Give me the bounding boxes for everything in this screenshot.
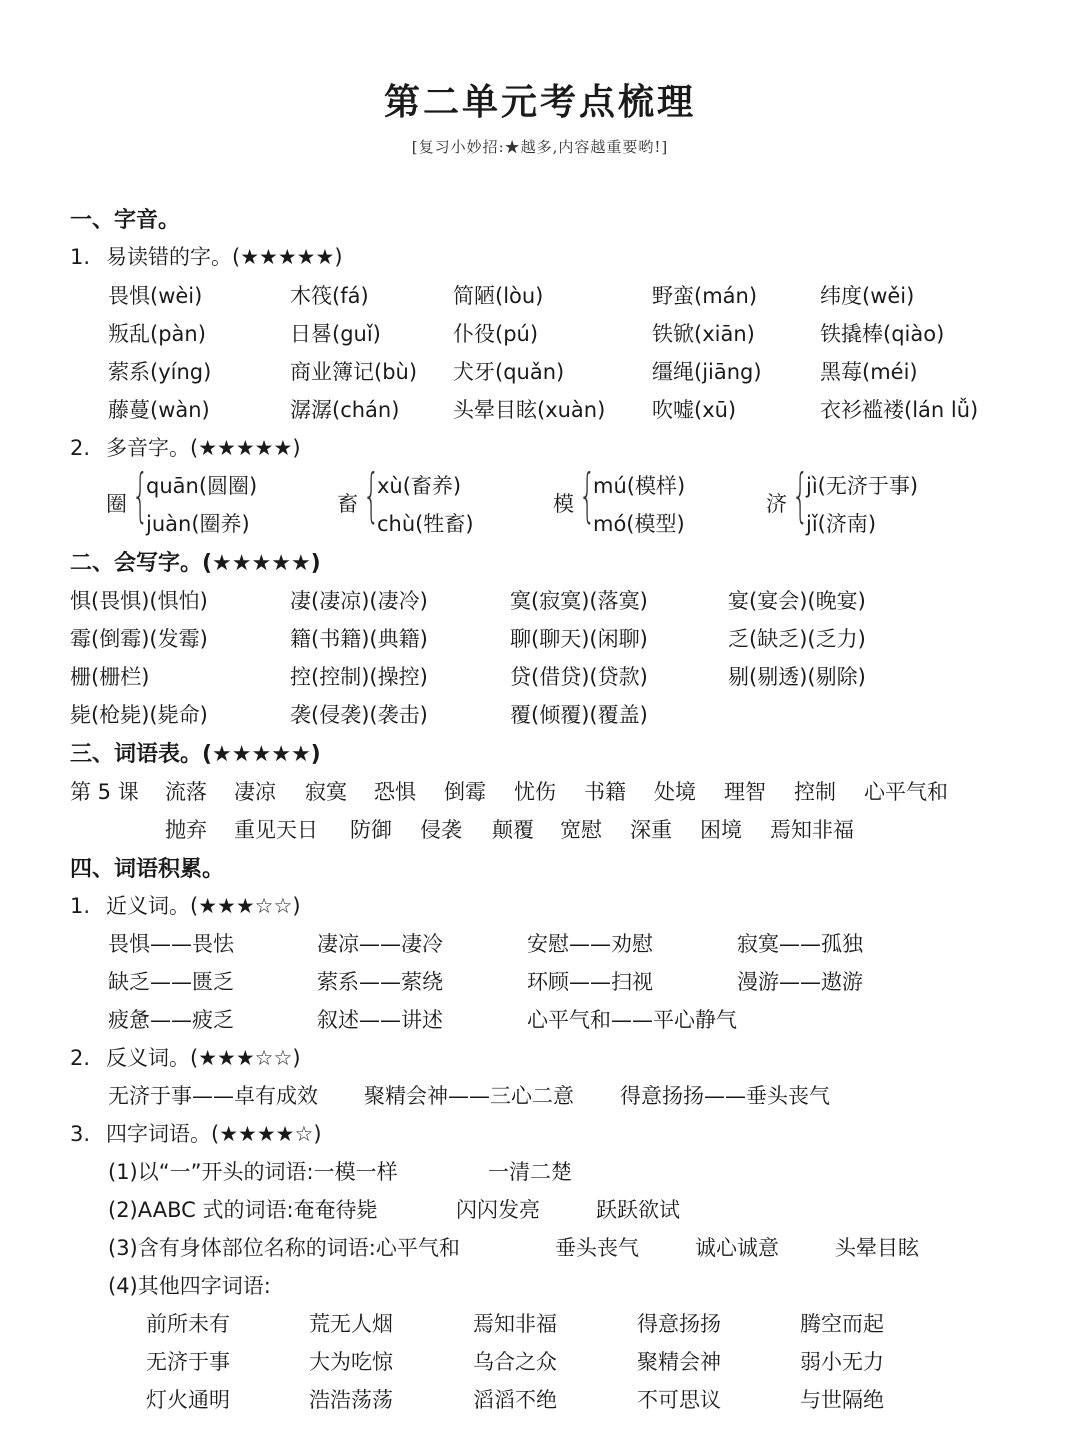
idiom: 得意扬扬: [637, 1312, 721, 1336]
four-char-item: (1)以“一”开头的词语:一模一样: [108, 1160, 398, 1184]
writing-item: 贷(借贷)(贷款): [510, 665, 648, 689]
polyphone-reading-2: mó(模型): [593, 512, 685, 536]
subsection-four-char: [70, 1118, 322, 1148]
vocab-word: 防御: [350, 818, 392, 842]
pinyin-item: 简陋(lòu): [453, 284, 544, 308]
vocab-word: 深重: [630, 818, 672, 842]
pinyin-row-1: [0, 280, 1080, 316]
polyphone-reading-1: jì(无济于事): [806, 474, 919, 498]
idiom: 大为吃惊: [309, 1350, 393, 1374]
writing-item: 毙(枪毙)(毙命): [70, 703, 208, 727]
pinyin-item: 铁锨(xiān): [652, 322, 755, 346]
vocab-word: 恐惧: [374, 780, 416, 804]
antonym-row: [0, 1080, 1080, 1116]
writing-item: 籍(书籍)(典籍): [290, 627, 428, 651]
idiom: 腾空而起: [800, 1312, 884, 1336]
vocab-word: 理智: [724, 780, 766, 804]
brace-icon: {: [792, 461, 809, 529]
pinyin-item: 缰绳(jiāng): [652, 360, 762, 384]
four-char-item: (2)AABC 式的词语:奄奄待毙: [108, 1198, 378, 1222]
pinyin-item: 日晷(guǐ): [290, 322, 381, 346]
page-title: 第二单元考点梳理: [383, 81, 696, 123]
vocab-word: 凄凉: [234, 780, 276, 804]
synonym-pair: 叙述——讲述: [317, 1008, 443, 1032]
pinyin-item: 犬牙(quǎn): [453, 360, 565, 384]
pinyin-item: 黑莓(méi): [820, 360, 918, 384]
synonym-pair: 畏惧——畏怯: [108, 932, 234, 956]
vocab-word: 抛弃: [165, 818, 207, 842]
antonym-pair: 无济于事——卓有成效: [108, 1084, 318, 1108]
section-heading-pronunciation: 一、字音。: [70, 208, 181, 233]
synonym-pair: 寂寞——孤独: [737, 932, 863, 956]
vocab-word: 心平气和: [864, 780, 948, 804]
synonym-pair: 缺乏——匮乏: [108, 970, 234, 994]
subsection-label: 四字词语。(★★★★☆): [106, 1122, 322, 1146]
idiom: 前所未有: [146, 1312, 230, 1336]
vocab-word: 寂寞: [305, 780, 347, 804]
idiom: 滔滔不绝: [473, 1388, 557, 1412]
synonym-pair: 凄凉——凄冷: [317, 932, 443, 956]
pinyin-item: 铁撬棒(qiào): [820, 322, 945, 346]
pinyin-row-3: [0, 356, 1080, 392]
page-subtitle: [复习小妙招:★越多,内容越重要哟!]: [411, 138, 669, 156]
writing-item: 聊(聊天)(闲聊): [510, 627, 648, 651]
subsection-label: 反义词。(★★★☆☆): [106, 1046, 301, 1070]
subsection-antonyms: [70, 1042, 301, 1072]
vocab-word: 书籍: [584, 780, 626, 804]
vocab-word: 处境: [654, 780, 696, 804]
pinyin-item: 衣衫褴褛(lán lǚ): [820, 398, 979, 422]
idiom: 不可思议: [637, 1388, 721, 1412]
idiom: 与世隔绝: [800, 1388, 884, 1412]
subsection-label: 易读错的字。(★★★★★): [106, 245, 343, 269]
brace-icon: {: [132, 461, 149, 529]
pinyin-item: 藤蔓(wàn): [108, 398, 210, 422]
subsection-number: 3.: [70, 1122, 91, 1146]
subsection-number: 2.: [70, 1046, 91, 1070]
subsection-label: 近义词。(★★★☆☆): [106, 894, 301, 918]
pinyin-item: 潺潺(chán): [290, 398, 400, 422]
polyphone-reading-1: quān(圆圈): [146, 474, 258, 498]
section-heading-vocab-table: 三、词语表。(★★★★★): [70, 742, 321, 767]
vocab-word: 颠覆: [492, 818, 534, 842]
section-heading-writing: 二、会写字。(★★★★★): [70, 551, 321, 576]
subsection-number: 2.: [70, 436, 91, 460]
subsection-synonyms: [70, 890, 301, 920]
idiom: 无济于事: [146, 1350, 230, 1374]
polyphone-reading-2: chù(牲畜): [377, 512, 474, 536]
pinyin-item: 木筏(fá): [290, 284, 369, 308]
pinyin-row-4: [0, 394, 1080, 430]
vocab-word: 侵袭: [420, 818, 462, 842]
synonym-pair: 疲惫——疲乏: [108, 1008, 234, 1032]
section-heading-accumulation: 四、词语积累。: [70, 857, 225, 882]
polyphone-char: 模: [553, 492, 574, 516]
idiom-grid-row-2: [0, 1346, 1080, 1382]
idiom-grid-row-3: [0, 1384, 1080, 1420]
four-char-line-3: [0, 1232, 1080, 1268]
four-char-item: 垂头丧气: [555, 1236, 639, 1260]
pinyin-item: 商业簿记(bù): [290, 360, 418, 384]
idiom-grid-row-1: [0, 1308, 1080, 1344]
four-char-item: 诚心诚意: [695, 1236, 779, 1260]
pinyin-item: 萦系(yíng): [108, 360, 212, 384]
four-char-item: 跃跃欲试: [596, 1198, 680, 1222]
vocab-word: 重见天日: [234, 818, 318, 842]
idiom: 聚精会神: [637, 1350, 721, 1374]
four-char-item: 闪闪发亮: [456, 1198, 540, 1222]
pinyin-item: 野蛮(mán): [652, 284, 758, 308]
pinyin-item: 叛乱(pàn): [108, 322, 206, 346]
antonym-pair: 得意扬扬——垂头丧气: [620, 1084, 830, 1108]
polyphone-reading-1: xù(畜养): [377, 474, 462, 498]
idiom: 荒无人烟: [309, 1312, 393, 1336]
polyphone-reading-2: jǐ(济南): [806, 512, 877, 536]
synonym-pair: 环顾——扫视: [527, 970, 653, 994]
vocab-word: 倒霉: [444, 780, 486, 804]
four-char-item: 一清二楚: [488, 1160, 572, 1184]
writing-item: 覆(倾覆)(覆盖): [510, 703, 648, 727]
vocab-word: 流落: [165, 780, 207, 804]
writing-item: 霉(倒霉)(发霉): [70, 627, 208, 651]
writing-item: 寞(寂寞)(落寞): [510, 589, 648, 613]
writing-item: 袭(侵袭)(袭击): [290, 703, 428, 727]
subsection-misread-chars: [70, 241, 343, 271]
polyphone-reading-1: mú(模样): [593, 474, 686, 498]
writing-item: 剔(剔透)(剔除): [728, 665, 866, 689]
synonym-pair: 安慰——劝慰: [527, 932, 653, 956]
synonym-row-3: [0, 1004, 1080, 1040]
synonym-pair: 萦系——萦绕: [317, 970, 443, 994]
antonym-pair: 聚精会神——三心二意: [364, 1084, 574, 1108]
polyphone-char: 济: [766, 492, 787, 516]
vocab-word: 困境: [700, 818, 742, 842]
pinyin-item: 纬度(wěi): [820, 284, 915, 308]
writing-row-2: [0, 623, 1080, 659]
vocab-word: 控制: [794, 780, 836, 804]
four-char-line-1: [0, 1156, 1080, 1192]
four-char-line-4: [0, 1270, 1080, 1306]
four-char-item: (3)含有身体部位名称的词语:心平气和: [108, 1236, 460, 1260]
polyphone-char: 畜: [337, 492, 358, 516]
pinyin-item: 头晕目眩(xuàn): [453, 398, 606, 422]
synonym-row-1: [0, 928, 1080, 964]
polyphone-char: 圈: [106, 492, 127, 516]
pinyin-row-2: [0, 318, 1080, 354]
pinyin-item: 吹嘘(xū): [652, 398, 737, 422]
four-char-other-label: (4)其他四字词语:: [108, 1274, 271, 1298]
subsection-number: 1.: [70, 245, 91, 269]
writing-item: 宴(宴会)(晚宴): [728, 589, 866, 613]
idiom: 浩浩荡荡: [309, 1388, 393, 1412]
polyphone-reading-2: juàn(圈养): [146, 512, 250, 536]
brace-icon: {: [363, 461, 380, 529]
synonym-pair: 漫游——遨游: [737, 970, 863, 994]
lesson-label: 第 5 课: [70, 780, 139, 804]
writing-item: 凄(凄凉)(凄冷): [290, 589, 428, 613]
four-char-item: 头晕目眩: [835, 1236, 919, 1260]
idiom: 焉知非福: [473, 1312, 557, 1336]
subsection-polyphones: [70, 432, 301, 462]
four-char-line-2: [0, 1194, 1080, 1230]
idiom: 弱小无力: [800, 1350, 884, 1374]
vocab-word: 焉知非福: [770, 818, 854, 842]
writing-item: 乏(缺乏)(乏力): [728, 627, 866, 651]
writing-row-3: [0, 661, 1080, 697]
idiom: 灯火通明: [146, 1388, 230, 1412]
pinyin-item: 畏惧(wèi): [108, 284, 203, 308]
subsection-number: 1.: [70, 894, 91, 918]
writing-item: 控(控制)(操控): [290, 665, 428, 689]
synonym-row-2: [0, 966, 1080, 1002]
writing-item: 栅(栅栏): [70, 665, 150, 689]
writing-item: 惧(畏惧)(惧怕): [70, 589, 208, 613]
idiom: 乌合之众: [473, 1350, 557, 1374]
vocab-word: 忧伤: [514, 780, 556, 804]
vocab-line-2: [0, 814, 1080, 850]
writing-row-4: [0, 699, 1080, 735]
vocab-word: 宽慰: [560, 818, 602, 842]
vocab-line-1: [0, 776, 1080, 812]
synonym-pair: 心平气和——平心静气: [527, 1008, 737, 1032]
pinyin-item: 仆役(pú): [453, 322, 539, 346]
writing-row-1: [0, 585, 1080, 621]
subsection-label: 多音字。(★★★★★): [106, 436, 301, 460]
brace-icon: {: [579, 461, 596, 529]
